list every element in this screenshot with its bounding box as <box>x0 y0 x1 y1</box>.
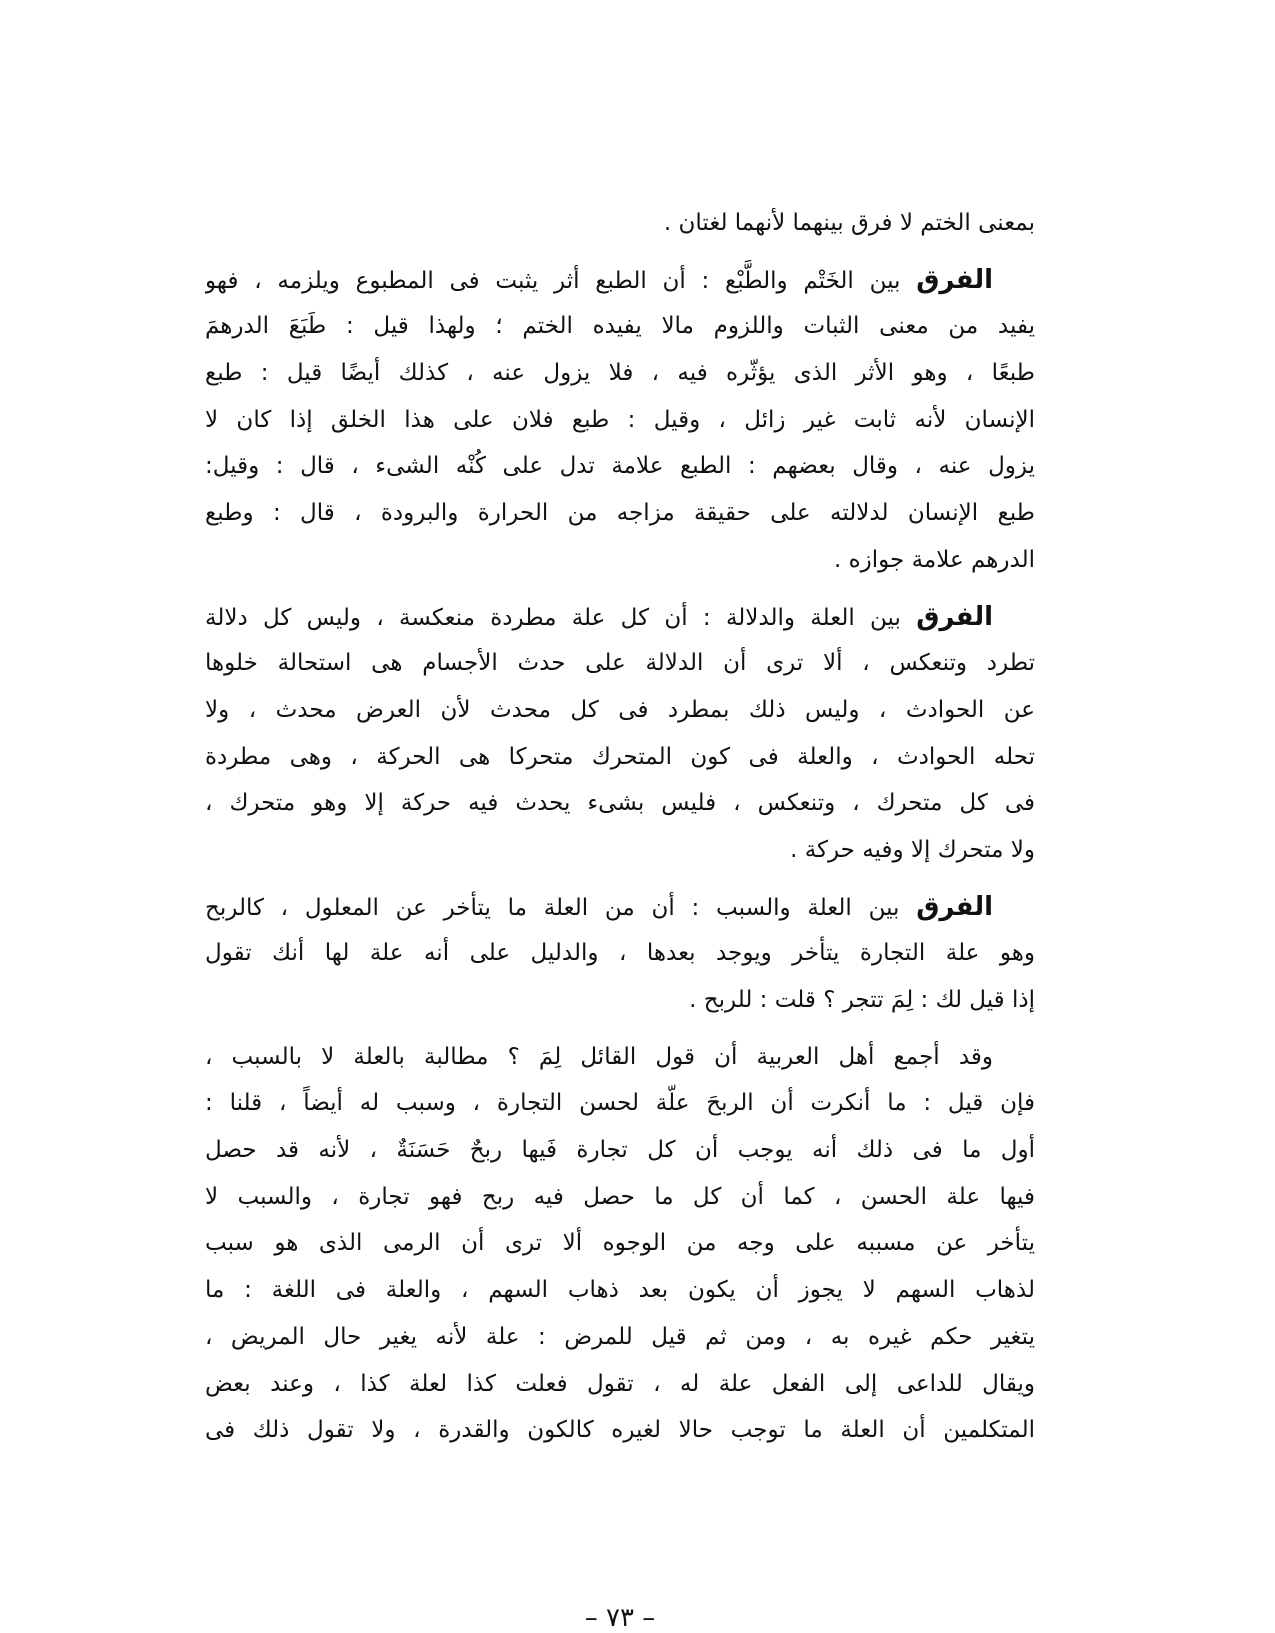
paragraph-gap <box>205 874 1035 884</box>
text-line: الدرهم علامة جوازه . <box>833 546 1035 573</box>
text-line: طبعًا ، وهو الأثر الذى يؤثّره فيه ، فلا يزول عنه ، كذلك أيضًا قيل : طبع <box>205 360 1035 387</box>
section-term: الفرق <box>916 601 993 632</box>
section-term: الفرق <box>916 264 993 295</box>
text-line: الإنسان لأنه ثابت غير زائل ، وقيل : طبع فلان على هذا الخلق إذا كان لا <box>205 406 1035 433</box>
section-term: الفرق <box>916 891 993 922</box>
text-line: وهو علة التجارة يتأخر ويوجد بعدها ، والدليل على أنه علة لها أنك تقول <box>205 940 1035 967</box>
text-line: ولا متحرك إلا وفيه حركة . <box>790 836 1035 863</box>
text-line: ويقال للداعى إلى الفعل علة له ، تقول فعلت كذا لعلة كذا ، وعند بعض <box>205 1370 1035 1397</box>
section-heading-line <box>205 257 1035 304</box>
text-line: يتغير حكم غيره به ، ومن ثم قيل للمرض : علة لأنه يغير حال المريض ، <box>205 1323 1035 1350</box>
text-line: لذهاب السهم لا يجوز أن يكون بعد ذهاب السهم ، والعلة فى اللغة : ما <box>205 1277 1035 1304</box>
text-line: عن الحوادث ، وليس ذلك بمطرد فى كل محدث لأن العرض محدث ، ولا <box>205 696 1035 723</box>
text-line: يزول عنه ، وقال بعضهم : الطبع علامة تدل على كُنْه الشىء ، قال : وقيل: <box>205 453 1035 480</box>
text-line: يفيد من معنى الثبات واللزوم مالا يفيده الختم ؛ ولهذا قيل : طَبَعَ الدرهمَ <box>205 313 1035 340</box>
text-line: فى كل متحرك ، وتنعكس ، فليس بشىء يحدث فيه حركة إلا وهو متحرك ، <box>205 790 1035 817</box>
text-line: يتأخر عن مسببه على وجه من الوجوه ألا ترى أن الرمى الذى هو سبب <box>205 1230 1035 1257</box>
text-line: بمعنى الختم لا فرق بينهما لأنهما لغتان . <box>663 210 1035 236</box>
text-line: أول ما فى ذلك أنه يوجب أن كل تجارة فَيها ربحٌ حَسَنَةٌ ، لأنه قد حصل <box>205 1137 1035 1164</box>
section-heading-line <box>205 594 1035 641</box>
text-line: طبع الإنسان لدلالته على حقيقة مزاجه من الحرارة والبرودة ، قال : وطبع <box>205 500 1035 527</box>
paragraph-gap <box>205 247 1035 257</box>
text-line: فيها علة الحسن ، كما أن كل ما حصل فيه ربح فهو تجارة ، والسبب لا <box>205 1183 1035 1210</box>
text-line: تطرد وتنعكس ، ألا ترى أن الدلالة على حدث الأجسام هى استحالة خلوها <box>205 650 1035 677</box>
text-run: بين العلة والسبب : أن من العلة ما يتأخر عن المعلول ، كالربح <box>205 894 917 921</box>
paragraph-gap <box>205 1024 1035 1034</box>
text-line: وقد أجمع أهل العربية أن قول القائل لِمَ ؟ مطالبة بالعلة لا بالسبب ، <box>205 1043 993 1070</box>
section-heading-line <box>205 884 1035 931</box>
text-line: فإن قيل : ما أنكرت أن الربحَ علّة لحسن التجارة ، وسبب له أيضاً ، قلنا : <box>205 1090 1035 1117</box>
text-line: إذا قيل لك : لِمَ تتجر ؟ قلت : للربح . <box>689 987 1035 1013</box>
text-run: بين العلة والدلالة : أن كل علة مطردة منعكسة ، وليس كل دلالة <box>205 604 917 631</box>
text-run: بين الخَتْم والطَّبْع : أن الطبع أثر يثبت فى المطبوع ويلزمه ، فهو <box>205 267 917 294</box>
text-line: المتكلمين أن العلة ما توجب حالا لغيره كالكون والقدرة ، ولا تقول ذلك فى <box>205 1417 1035 1444</box>
page-number: – ٧٣ – <box>584 1603 656 1633</box>
document-page <box>205 200 1035 1633</box>
paragraph-gap <box>205 584 1035 594</box>
text-line: تحله الحوادث ، والعلة فى كون المتحرك متحركا هى الحركة ، وهى مطردة <box>205 743 1035 770</box>
